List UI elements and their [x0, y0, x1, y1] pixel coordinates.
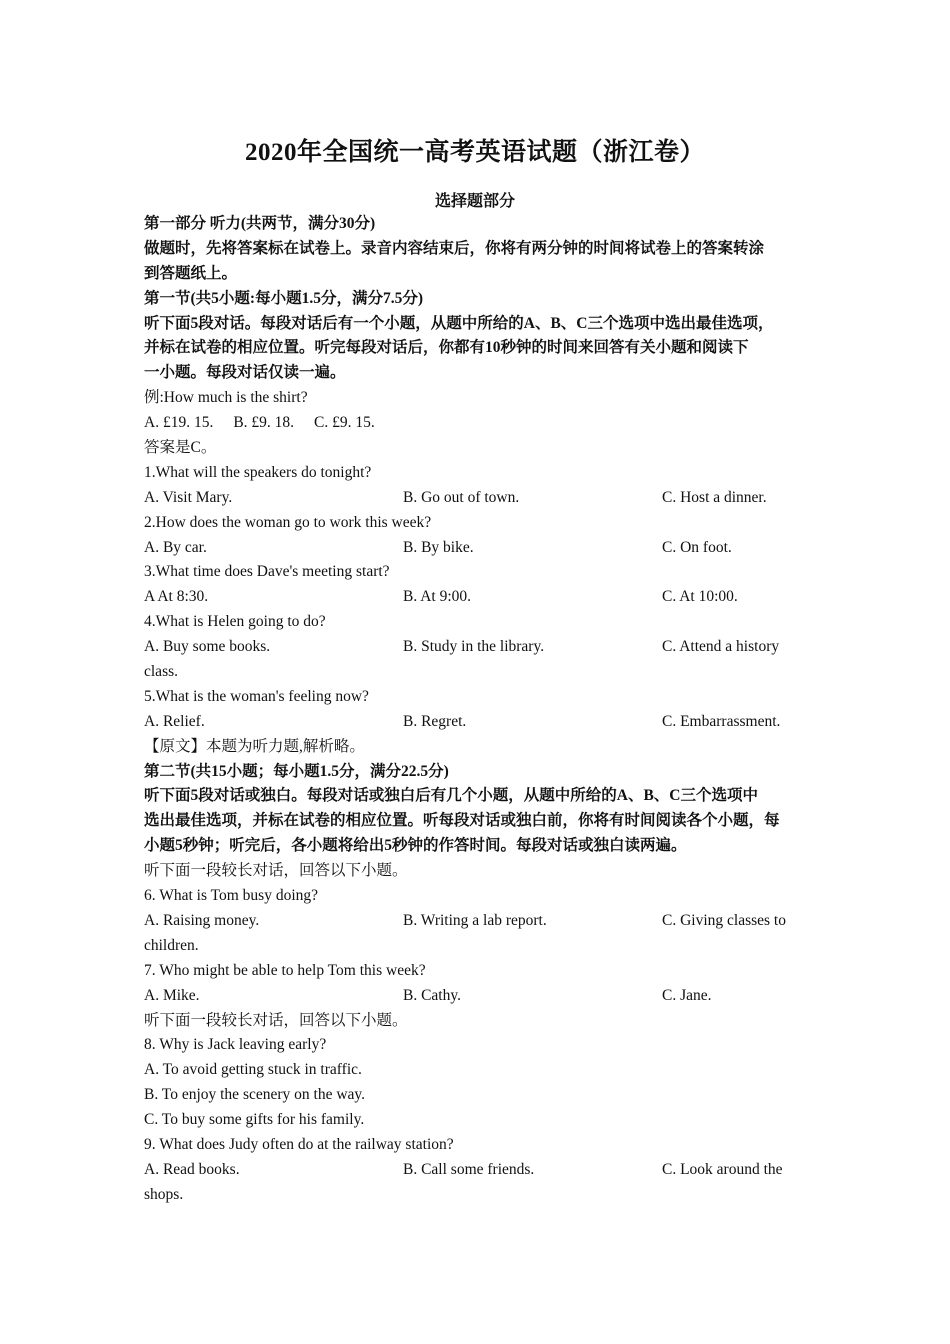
dialogue-lead: 听下面一段较长对话，回答以下小题。 [144, 862, 408, 880]
section2-heading: 第二节(共15小题；每小题1.5分，满分22.5分) [144, 762, 449, 780]
option-b: B. Call some friends. [403, 1160, 535, 1178]
section-subtitle: 选择题部分 [434, 193, 515, 210]
option-a: A. Mike. [144, 986, 200, 1004]
question-text: 7. Who might be able to help Tom this week? [144, 961, 426, 979]
option-a: A. To avoid getting stuck in traffic. [144, 1061, 362, 1079]
option-c: C. Host a dinner. [662, 488, 767, 506]
part1-instruction-line: 做题时，先将答案标在试卷上。录音内容结束后，你将有两分钟的时间将试卷上的答案转涂 [144, 239, 765, 257]
question-options [144, 984, 808, 1009]
section1-instruction-line: 一小题。每段对话仅读一遍。 [144, 364, 346, 382]
option-c: C. Attend a history [662, 638, 780, 656]
option-c: C. To buy some gifts for his family. [144, 1111, 365, 1129]
example-option: A. £19. 15. [144, 414, 214, 432]
section2-instruction-line: 听下面5段对话或独白。每段对话或独白后有几个小题，从题中所给的A、B、C三个选项中 [144, 787, 758, 805]
option-c: C. Giving classes to [662, 911, 786, 929]
example-option: C. £9. 15. [314, 414, 375, 432]
section2-instruction-line: 小题5秒钟；听完后，各小题将给出5秒钟的作答时间。每段对话或独白读两遍。 [144, 837, 687, 855]
section1-instruction-line: 听下面5段对话。每段对话后有一个小题，从题中所给的A、B、C三个选项中选出最佳选项， [144, 314, 774, 332]
section1-instruction-line: 并标在试卷的相应位置。听完每段对话后，你都有10秒钟的时间来回答有关小题和阅读下 [144, 339, 749, 357]
option-a: A. Raising money. [144, 911, 260, 929]
question-text: 1.What will the speakers do tonight? [144, 463, 372, 481]
part1-heading: 第一部分 听力(共两节，满分30分) [144, 215, 376, 232]
question-text: 6. What is Tom busy doing? [144, 887, 319, 905]
option-wrap: class. [144, 663, 179, 681]
option-a: A. Relief. [144, 712, 205, 730]
section2-instruction-line: 选出最佳选项，并标在试卷的相应位置。听每段对话或独白前，你将有时间阅读各个小题，每 [144, 812, 780, 830]
option-c: C. Look around the [662, 1160, 783, 1178]
option-a: A At 8:30. [144, 588, 209, 606]
question-text: 2.How does the woman go to work this week? [144, 513, 432, 531]
dialogue-lead: 听下面一段较长对话，回答以下小题。 [144, 1011, 408, 1029]
option-b: B. Go out of town. [403, 488, 520, 506]
page-title: 2020年全国统一高考英语试题（浙江卷） [244, 139, 705, 166]
question-options [144, 710, 808, 735]
option-c: C. At 10:00. [662, 588, 738, 606]
part1-instruction-line: 到答题纸上。 [144, 264, 238, 282]
question-options [144, 1158, 808, 1183]
section1-heading: 第一节(共5小题:每小题1.5分，满分7.5分) [144, 289, 423, 307]
option-wrap: children. [144, 936, 199, 954]
example-option: B. £9. 18. [233, 414, 295, 432]
option-a: A. Buy some books. [144, 638, 271, 656]
option-b: B. Study in the library. [403, 638, 545, 656]
question-options [144, 909, 808, 934]
option-b: B. Writing a lab report. [403, 911, 547, 929]
question-text: 5.What is the woman's feeling now? [144, 687, 369, 705]
option-b: B. At 9:00. [403, 588, 472, 606]
question-text: 3.What time does Dave's meeting start? [144, 563, 390, 581]
option-wrap: shops. [144, 1185, 184, 1203]
question-options [144, 486, 808, 511]
example-answer: 答案是C。 [144, 439, 217, 457]
option-a: A. By car. [144, 538, 207, 556]
question-text: 8. Why is Jack leaving early? [144, 1036, 327, 1054]
question-text: 4.What is Helen going to do? [144, 613, 326, 631]
option-a: A. Read books. [144, 1160, 240, 1178]
example-question: 例:How much is the shirt? [144, 389, 308, 407]
option-b: B. Regret. [403, 712, 467, 730]
option-c: C. Embarrassment. [662, 712, 781, 730]
exam-content [144, 212, 808, 1208]
question-text: 9. What does Judy often do at the railway station? [144, 1135, 454, 1153]
question-options [144, 536, 808, 561]
option-c: C. On foot. [662, 538, 732, 556]
option-b: B. To enjoy the scenery on the way. [144, 1086, 366, 1104]
option-a: A. Visit Mary. [144, 488, 233, 506]
option-c: C. Jane. [662, 986, 712, 1004]
example-options [144, 411, 808, 436]
option-b: B. Cathy. [403, 986, 461, 1004]
question-options [144, 635, 808, 660]
question-options [144, 585, 808, 610]
option-b: B. By bike. [403, 538, 474, 556]
answer-note: 【原文】本题为听力题,解析略。 [144, 737, 365, 755]
